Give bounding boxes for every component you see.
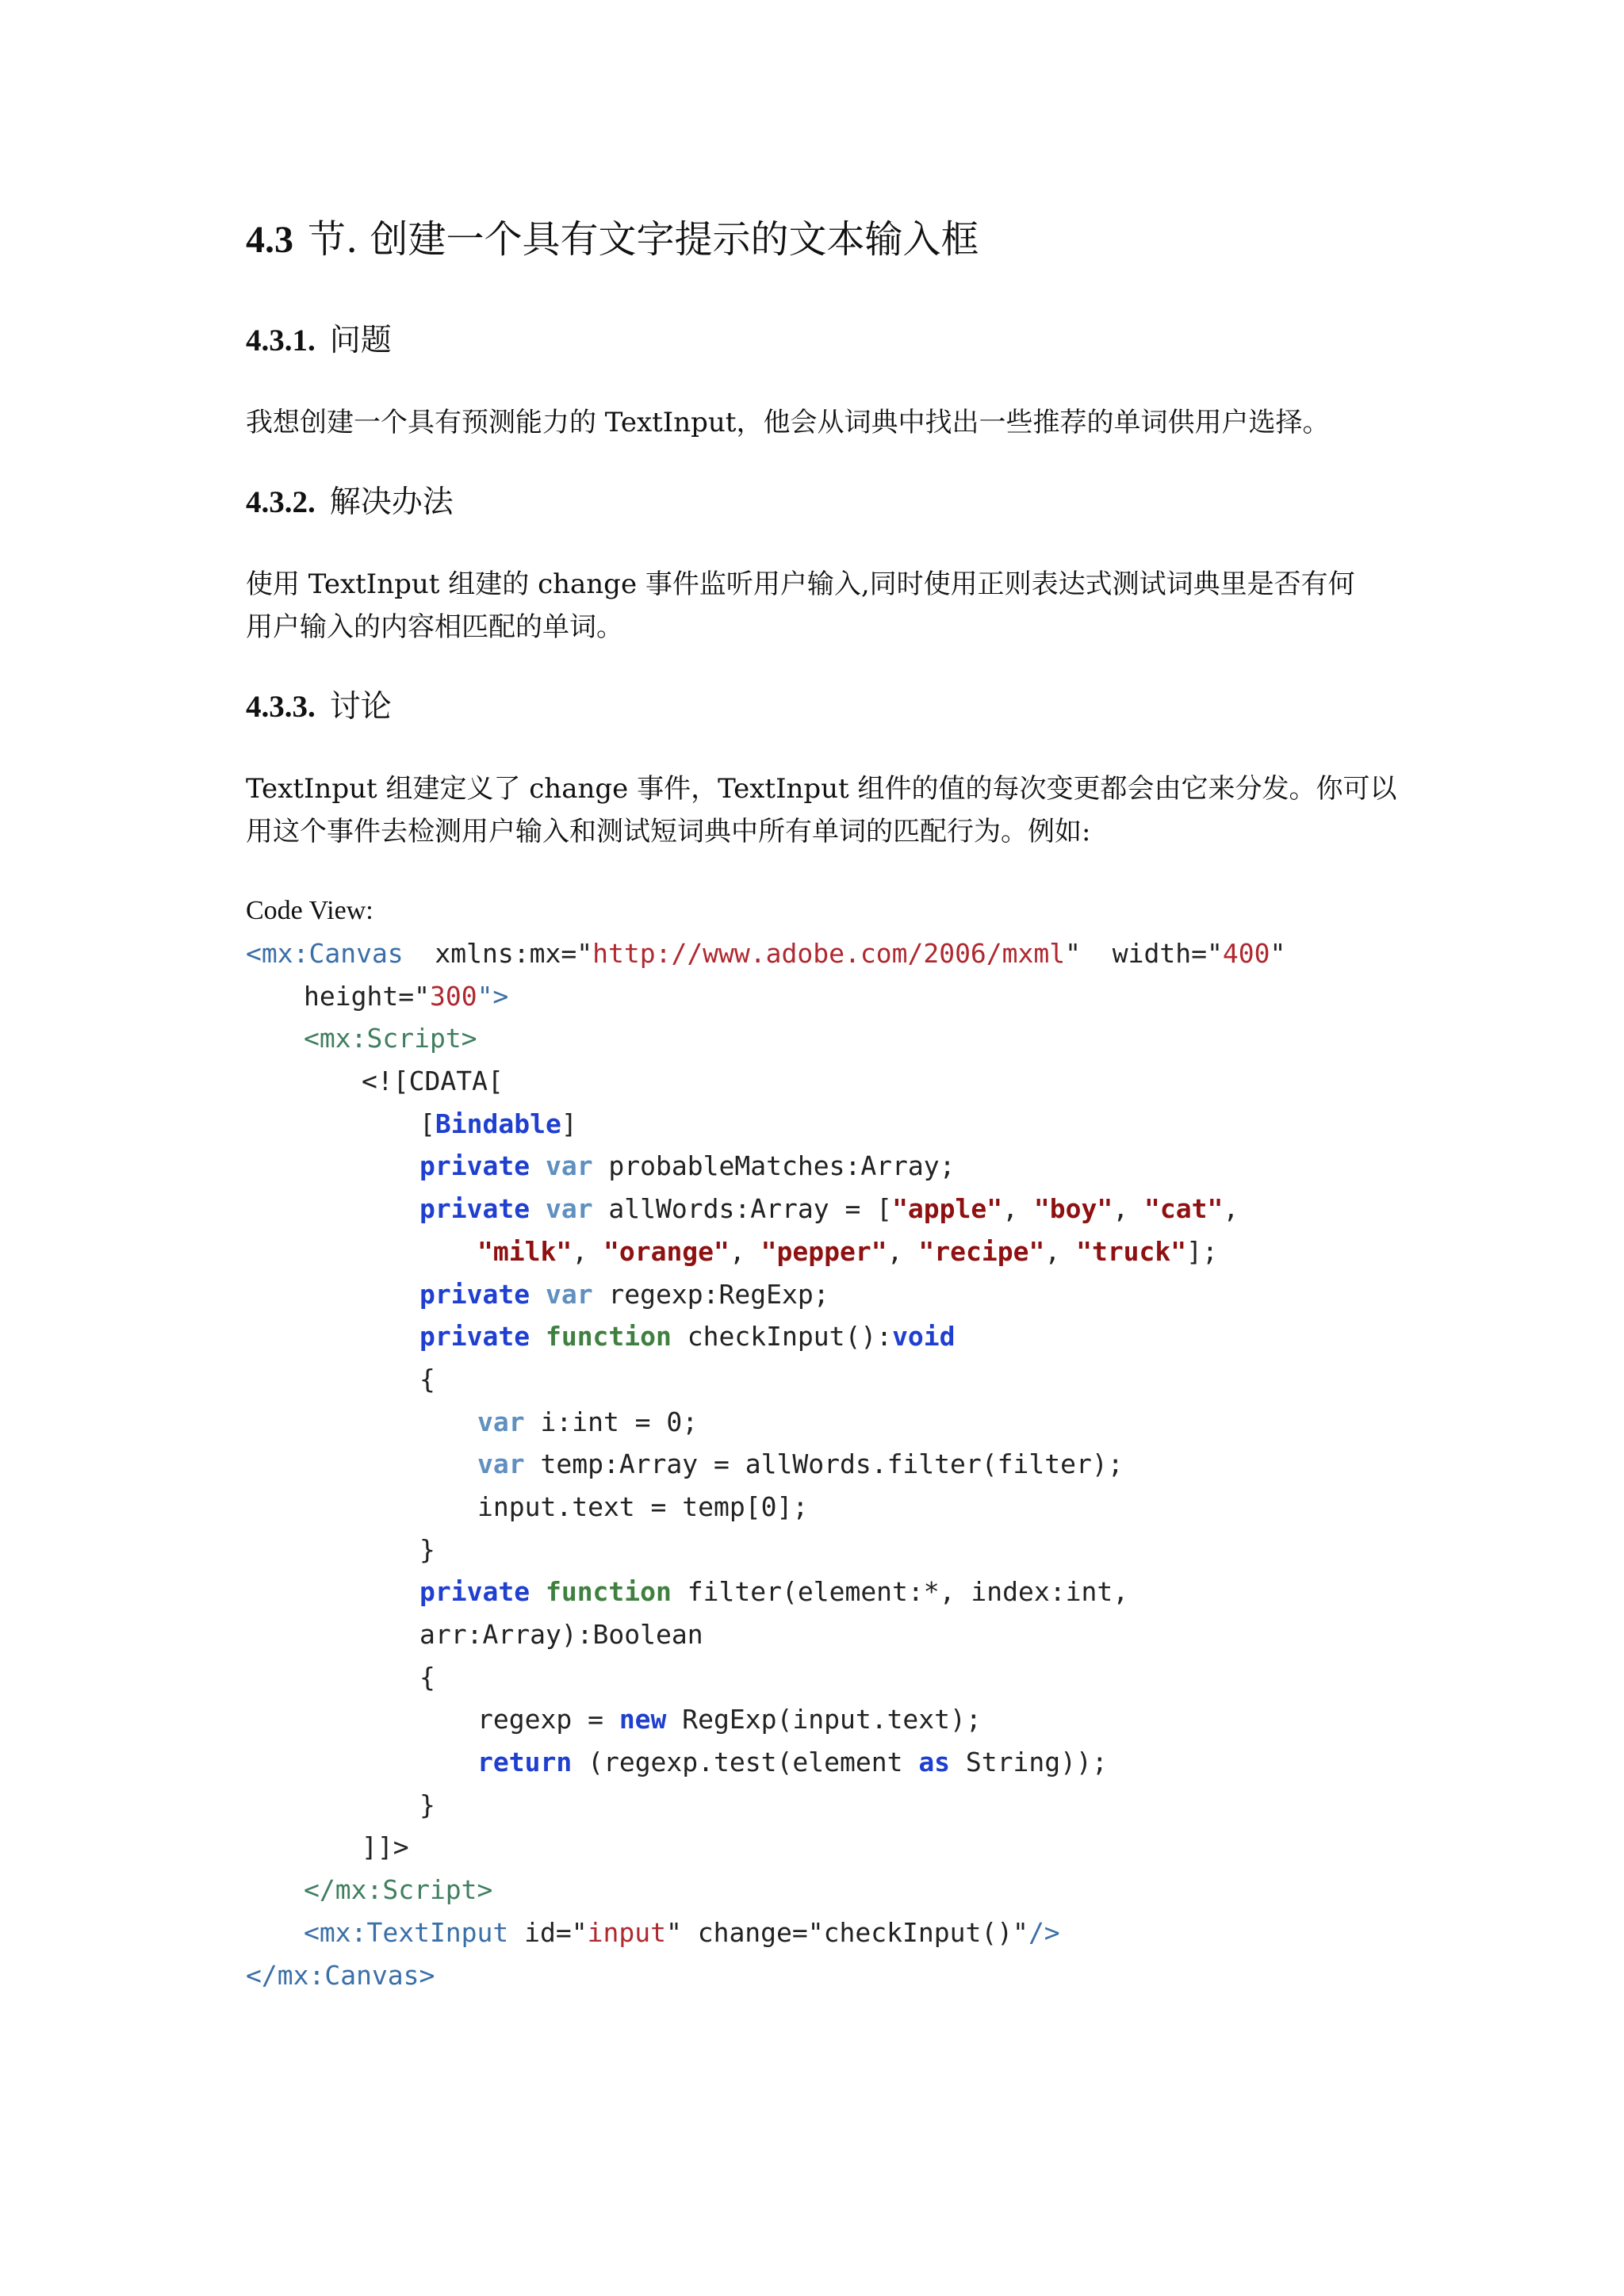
- code-line: [246, 1103, 1396, 1146]
- code-token: 400: [1222, 938, 1270, 969]
- code-line: [246, 1613, 1396, 1656]
- code-line: [246, 1145, 1396, 1188]
- code-token: "milk": [477, 1235, 573, 1267]
- code-line: [246, 1826, 1396, 1869]
- code-token: regexp:RegExp;: [592, 1278, 829, 1310]
- code-token: var: [545, 1278, 593, 1310]
- code-line: [246, 1017, 1396, 1060]
- code-token: ,: [887, 1235, 919, 1267]
- section-title-text: 节. 创建一个具有文字提示的文本输入框: [308, 217, 979, 262]
- code-token: Bindable: [435, 1108, 561, 1139]
- code-token: "cat": [1143, 1193, 1224, 1225]
- paragraph-line: 用这个事件去检测用户输入和测试短词典中所有单词的匹配行为。例如:: [246, 816, 1091, 848]
- solution-paragraph: [246, 563, 1388, 649]
- code-token: " change="checkInput()": [665, 1916, 1028, 1948]
- code-token: </mx:Script>: [304, 1874, 493, 1906]
- code-token: <mx:Canvas: [246, 938, 404, 969]
- code-token: ": [1270, 938, 1286, 969]
- code-token: var: [477, 1406, 525, 1437]
- code-token: [530, 1279, 546, 1310]
- code-token: [530, 1150, 546, 1181]
- code-token: ,: [1044, 1235, 1077, 1267]
- code-token: ,: [1113, 1193, 1144, 1225]
- subsection-title: 讨论: [329, 689, 392, 725]
- code-token: "boy": [1033, 1193, 1113, 1225]
- code-token: ,: [1002, 1193, 1034, 1225]
- code-token: void: [892, 1321, 956, 1353]
- code-line: [246, 1869, 1396, 1911]
- code-token: input.text = temp[0];: [477, 1490, 809, 1522]
- code-line: [246, 1188, 1396, 1230]
- code-token: probableMatches:Array;: [592, 1150, 956, 1182]
- paragraph-line: TextInput 组建定义了 change 事件，TextInput 组件的值的每次变更都会由它来分发。你可以: [246, 773, 1397, 805]
- code-token: (regexp.test(element: [572, 1747, 919, 1778]
- code-token: private: [419, 1278, 530, 1310]
- code-token: ,: [729, 1235, 761, 1267]
- code-token: var: [545, 1193, 593, 1225]
- code-line: [246, 1954, 1396, 1997]
- code-token: ">: [477, 980, 509, 1012]
- code-line: [246, 1571, 1396, 1613]
- subsection-heading-problem: [246, 317, 392, 365]
- subsection-title: 问题: [329, 323, 392, 358]
- code-line: [246, 1656, 1396, 1699]
- code-token: "pepper": [760, 1235, 887, 1267]
- code-line: [246, 1060, 1396, 1103]
- code-token: [530, 1321, 546, 1352]
- code-token: input: [587, 1916, 666, 1948]
- code-token: [530, 1576, 546, 1607]
- code-token: id=": [508, 1916, 588, 1948]
- code-line: [246, 1529, 1396, 1571]
- code-token: [530, 1193, 546, 1224]
- paragraph-line: 用户输入的内容相匹配的单词。: [246, 611, 623, 643]
- code-token: var: [545, 1150, 593, 1182]
- code-block: [246, 932, 1396, 1996]
- section-title: [246, 208, 979, 272]
- code-token: <mx:TextInput: [304, 1916, 509, 1948]
- code-line: [246, 1401, 1396, 1444]
- code-token: </mx:Canvas>: [246, 1959, 435, 1991]
- code-token: http://www.adobe.com/2006/mxml: [592, 938, 1066, 969]
- code-token: }: [419, 1789, 435, 1820]
- code-token: new: [619, 1704, 667, 1735]
- code-token: ,: [1223, 1193, 1239, 1225]
- subsection-number: 4.3.1.: [246, 323, 316, 358]
- code-token: " width=": [1065, 938, 1223, 969]
- discussion-paragraph: [246, 767, 1397, 853]
- code-line: [246, 1784, 1396, 1827]
- code-token: String));: [950, 1747, 1108, 1778]
- code-line: [246, 1741, 1396, 1784]
- code-line: [246, 932, 1396, 975]
- code-token: arr:Array):Boolean: [419, 1619, 703, 1650]
- code-line: [246, 1911, 1396, 1954]
- problem-paragraph: [246, 401, 1388, 444]
- code-token: private: [419, 1321, 530, 1353]
- code-token: RegExp(input.text);: [666, 1704, 982, 1735]
- code-token: 300: [429, 980, 477, 1012]
- section-number: 4.3: [246, 219, 293, 261]
- code-token: checkInput():: [671, 1321, 893, 1353]
- code-token: private: [419, 1150, 530, 1182]
- code-token: filter(element:*, index:int,: [671, 1576, 1129, 1608]
- code-token: function: [545, 1576, 672, 1608]
- code-line: [246, 1358, 1396, 1401]
- code-token: xmlns:mx=": [403, 938, 593, 969]
- code-token: />: [1028, 1916, 1060, 1948]
- code-line: [246, 1698, 1396, 1741]
- code-token: <mx:Script>: [304, 1023, 477, 1054]
- code-token: }: [419, 1533, 435, 1565]
- code-token: ]: [561, 1108, 577, 1139]
- code-token: return: [477, 1747, 573, 1778]
- subsection-title: 解决办法: [329, 484, 454, 520]
- code-token: [: [419, 1108, 435, 1139]
- code-token: {: [419, 1661, 435, 1693]
- code-token: var: [477, 1448, 525, 1480]
- code-token: height=": [304, 980, 430, 1012]
- code-line: [246, 1273, 1396, 1316]
- subsection-number: 4.3.2.: [246, 485, 316, 519]
- code-token: private: [419, 1193, 530, 1225]
- code-token: {: [419, 1363, 435, 1395]
- code-line: [246, 1443, 1396, 1486]
- code-token: <![CDATA[: [362, 1066, 504, 1097]
- code-token: ,: [572, 1235, 603, 1267]
- code-token: private: [419, 1576, 530, 1608]
- code-line: [246, 975, 1396, 1018]
- subsection-number: 4.3.3.: [246, 690, 316, 724]
- code-token: function: [545, 1321, 672, 1353]
- code-view-label: Code View:: [246, 896, 373, 925]
- code-token: regexp =: [477, 1704, 619, 1735]
- code-token: as: [918, 1747, 951, 1778]
- paragraph-line: 使用 TextInput 组建的 change 事件监听用户输入,同时使用正则表达式测试词典里是否有何: [246, 568, 1355, 600]
- code-line: [246, 1486, 1396, 1529]
- code-token: "recipe": [918, 1235, 1045, 1267]
- code-token: temp:Array = allWords.filter(filter);: [524, 1448, 1124, 1480]
- code-line: [246, 1315, 1396, 1358]
- code-token: allWords:Array = [: [592, 1193, 893, 1225]
- subsection-heading-discussion: [246, 683, 392, 731]
- code-token: i:int = 0;: [524, 1406, 699, 1437]
- code-line: [246, 1230, 1396, 1273]
- code-token: "orange": [603, 1235, 730, 1267]
- code-token: "apple": [892, 1193, 1003, 1225]
- paragraph-line: 我想创建一个具有预测能力的 TextInput，他会从词典中找出一些推荐的单词供用户选择。: [246, 407, 1330, 438]
- code-token: ]]>: [362, 1831, 409, 1863]
- subsection-heading-solution: [246, 479, 454, 526]
- code-token: ];: [1186, 1235, 1218, 1267]
- code-token: "truck": [1076, 1235, 1187, 1267]
